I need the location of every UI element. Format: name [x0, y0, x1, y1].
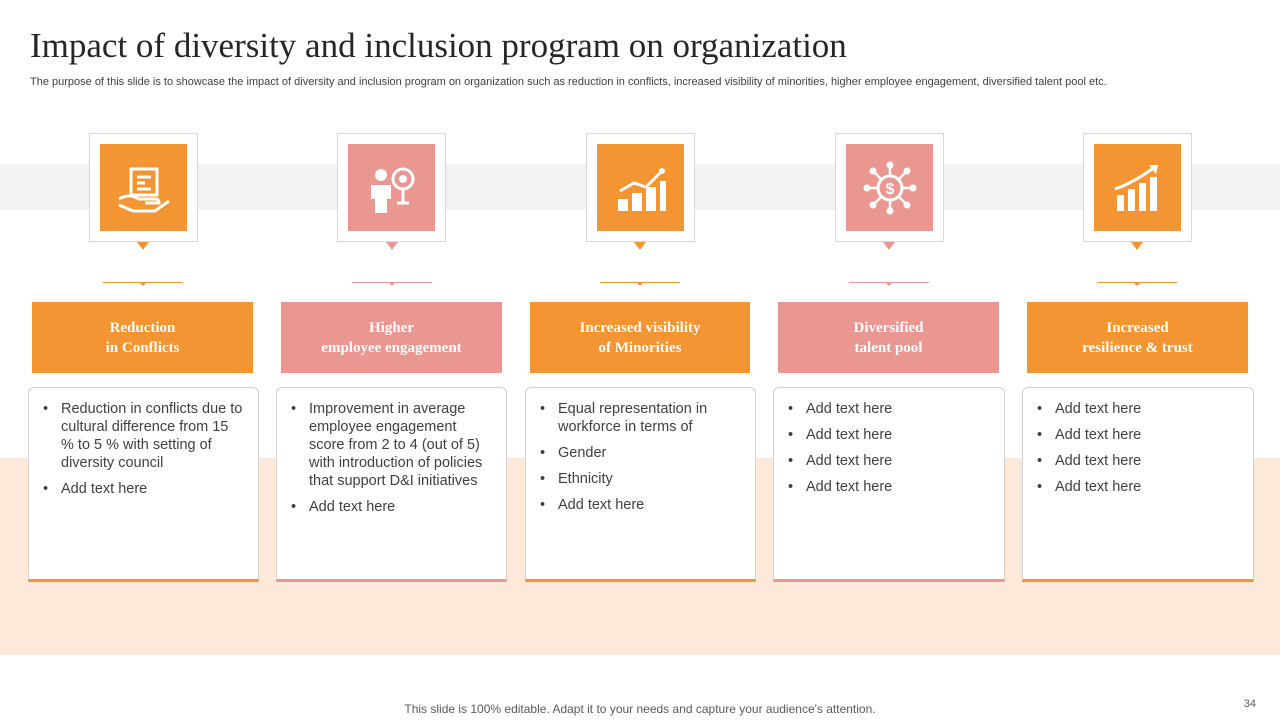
list-item: • Add text here [291, 498, 492, 516]
header-line: employee engagement [321, 339, 462, 356]
page-number: 34 [1243, 698, 1256, 710]
column-header [1027, 302, 1248, 373]
list-item: • Add text here [788, 478, 990, 496]
header-line: talent pool [854, 339, 923, 356]
dollar-network-icon [846, 144, 933, 231]
icon-frame [337, 133, 446, 242]
list-item: • Improvement in average employee engagement score from 2 to 4 (out of 5) with introduction of policies that support D&I initiatives [291, 400, 492, 490]
icon-frame [1083, 133, 1192, 242]
list-item: • Add text here [788, 452, 990, 470]
connector-line [600, 282, 680, 283]
list-item: • Add text here [788, 426, 990, 444]
pointer-triangle [883, 242, 895, 250]
list-item: • Reduction in conflicts due to cultural difference from 15 % to 5 % with setting of diversity council [43, 400, 244, 472]
footer-note: This slide is 100% editable. Adapt it to your needs and capture your audience's attention. [404, 702, 876, 716]
list-item: • Equal representation in workforce in terms of [540, 400, 741, 436]
text-card [28, 387, 259, 582]
employee-target-icon [348, 144, 435, 231]
column-header [778, 302, 999, 373]
connector-line [103, 282, 183, 283]
slide-title: Impact of diversity and inclusion program on organization [30, 26, 847, 65]
header-line: Reduction [109, 319, 176, 336]
list-item: • Add text here [1037, 426, 1239, 444]
pointer-triangle [137, 242, 149, 250]
column-header [32, 302, 253, 373]
text-card [276, 387, 507, 582]
header-line: resilience & trust [1082, 339, 1193, 356]
svg-text:$: $ [885, 180, 894, 198]
text-card [525, 387, 756, 582]
pointer-triangle [1131, 242, 1143, 250]
list-item: • Add text here [1037, 452, 1239, 470]
growth-chart-icon [597, 144, 684, 231]
column-header [281, 302, 502, 373]
header-line: Increased visibility [579, 319, 701, 336]
connector-line [849, 282, 929, 283]
text-card [1022, 387, 1254, 582]
list-item: • Gender [540, 444, 741, 462]
pointer-triangle [634, 242, 646, 250]
header-line: Diversified [853, 319, 924, 336]
list-item: • Add text here [788, 400, 990, 418]
conflict-resolution-icon [100, 144, 187, 231]
text-card [773, 387, 1005, 582]
list-item: • Add text here [1037, 400, 1239, 418]
header-line: in Conflicts [105, 339, 180, 356]
list-item: • Add text here [540, 496, 741, 514]
bar-growth-icon [1094, 144, 1181, 231]
list-item: • Ethnicity [540, 470, 741, 488]
list-item: • Add text here [1037, 478, 1239, 496]
list-item: • Add text here [43, 480, 244, 498]
icon-frame [835, 133, 944, 242]
slide-subtitle: The purpose of this slide is to showcase the impact of diversity and inclusion program on organization such as reduction in conflicts, increased visibility of minorities, higher employee engagement, diversified talent pool etc. [30, 76, 1107, 88]
connector-line [352, 282, 432, 283]
column-header [530, 302, 750, 373]
icon-frame [89, 133, 198, 242]
icon-frame [586, 133, 695, 242]
header-line: Higher [368, 319, 414, 336]
connector-line [1097, 282, 1177, 283]
header-line: of Minorities [598, 339, 682, 356]
pointer-triangle [386, 242, 398, 250]
header-line: Increased [1106, 319, 1169, 336]
